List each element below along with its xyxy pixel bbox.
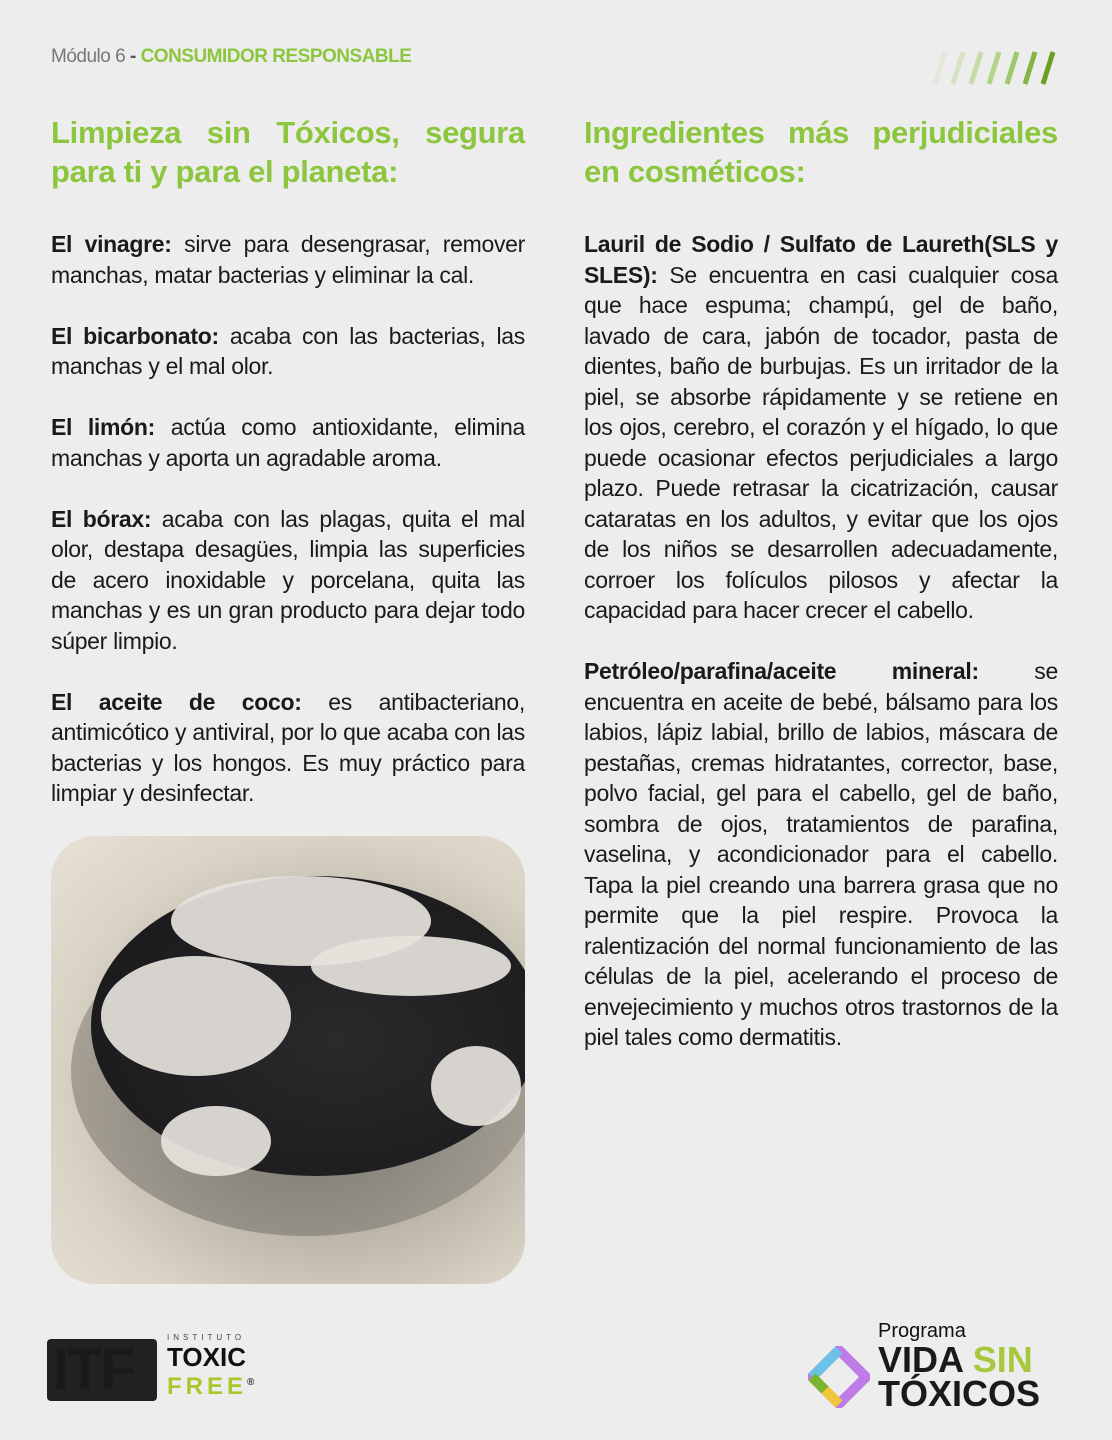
cosmetics-column [584, 113, 1058, 1083]
vst-programa: Programa [878, 1320, 966, 1342]
itf-toxic: TOXIC [167, 1342, 246, 1372]
stove-burner-photo [51, 836, 525, 1284]
list-item: El bórax: acaba con las plagas, quita el mal olor, destapa desagües, limpia las superficies de acero inoxidable y porcelana, quita las manchas y es un gran producto para dejar todo súper limpio. [51, 505, 525, 654]
cosmetics-heading: Ingredientes más perjudiciales en cosméticos: [584, 115, 1058, 189]
list-item: Lauril de Sodio / Sulfato de Laureth(SLS y SLES): Se encuentra en casi cualquier cosa que hace espuma; champú, gel de baño, lavado de cara, jabón de tocador, pasta de dientes, baño de burbujas. Es un irritador de la piel, se absorbe rápidamente y se retiene en los ojos, cerebro, el corazón y el hígado, lo que puede ocasionar efectos perjudiciales a largo plazo. Puede retrasar la cicatrización, causar cataratas en los adultos, y evitar que los ojos de los niños se desarrollen adecuadamente, corroer los folículos pilosos y afectar la capacidad para hacer crecer el cabello. [584, 231, 1058, 623]
list-item: El vinagre: sirve para desengrasar, remover manchas, matar bacterias y eliminar la cal. [51, 231, 526, 288]
list-item: El limón: actúa como antioxidante, elimina manchas y aporta un agradable aroma. [51, 414, 525, 471]
section-title: CONSUMIDOR RESPONSABLE [140, 46, 412, 67]
vst-vida: VIDA [878, 1339, 963, 1380]
diamond-icon [808, 1346, 870, 1408]
cleaning-column [51, 113, 525, 839]
module-header [51, 46, 411, 68]
list-item: Petróleo/parafina/aceite mineral: se encuentra en aceite de bebé, bálsamo para los labios, lápiz labial, brillo de labios, máscara de pestañas, cremas hidratantes, corrector, base, polvo facial, gel para el cabello, gel de baño, sombra de ojos, tratamientos de parafina, vaselina, y acondicionador para el cabello. Tapa la piel creando una barrera grasa que no permite que la piel respire. Provoca la ralentización del normal funcionamiento de las células de la piel, acelerando el proceso de envejecimiento y muchos otros trastornos de la piel tales como dermatitis. [584, 658, 1058, 1050]
itf-logo [47, 1334, 258, 1401]
header-separator: - [129, 46, 136, 67]
list-item: El aceite de coco: es antibacteriano, antimicótico y antiviral, por lo que acaba con las bacterias y los hongos. Es muy práctico para limpiar y desinfectar. [51, 688, 525, 806]
itf-instituto: INSTITUTO [167, 1333, 246, 1342]
itf-free: FREE® [167, 1373, 259, 1400]
cleaning-heading: Limpieza sin Tóxicos, segura para ti y para el planeta: [51, 115, 525, 189]
decorative-stripes-icon [925, 50, 1065, 86]
itf-letters: ITF [47, 1339, 157, 1401]
list-item: El bicarbonato: acaba con las bacterias, las manchas y el mal olor. [51, 322, 525, 379]
vst-sin: SIN [972, 1339, 1033, 1380]
module-number: Módulo 6 [51, 46, 126, 67]
vst-toxicos: TÓXICOS [878, 1373, 1041, 1414]
